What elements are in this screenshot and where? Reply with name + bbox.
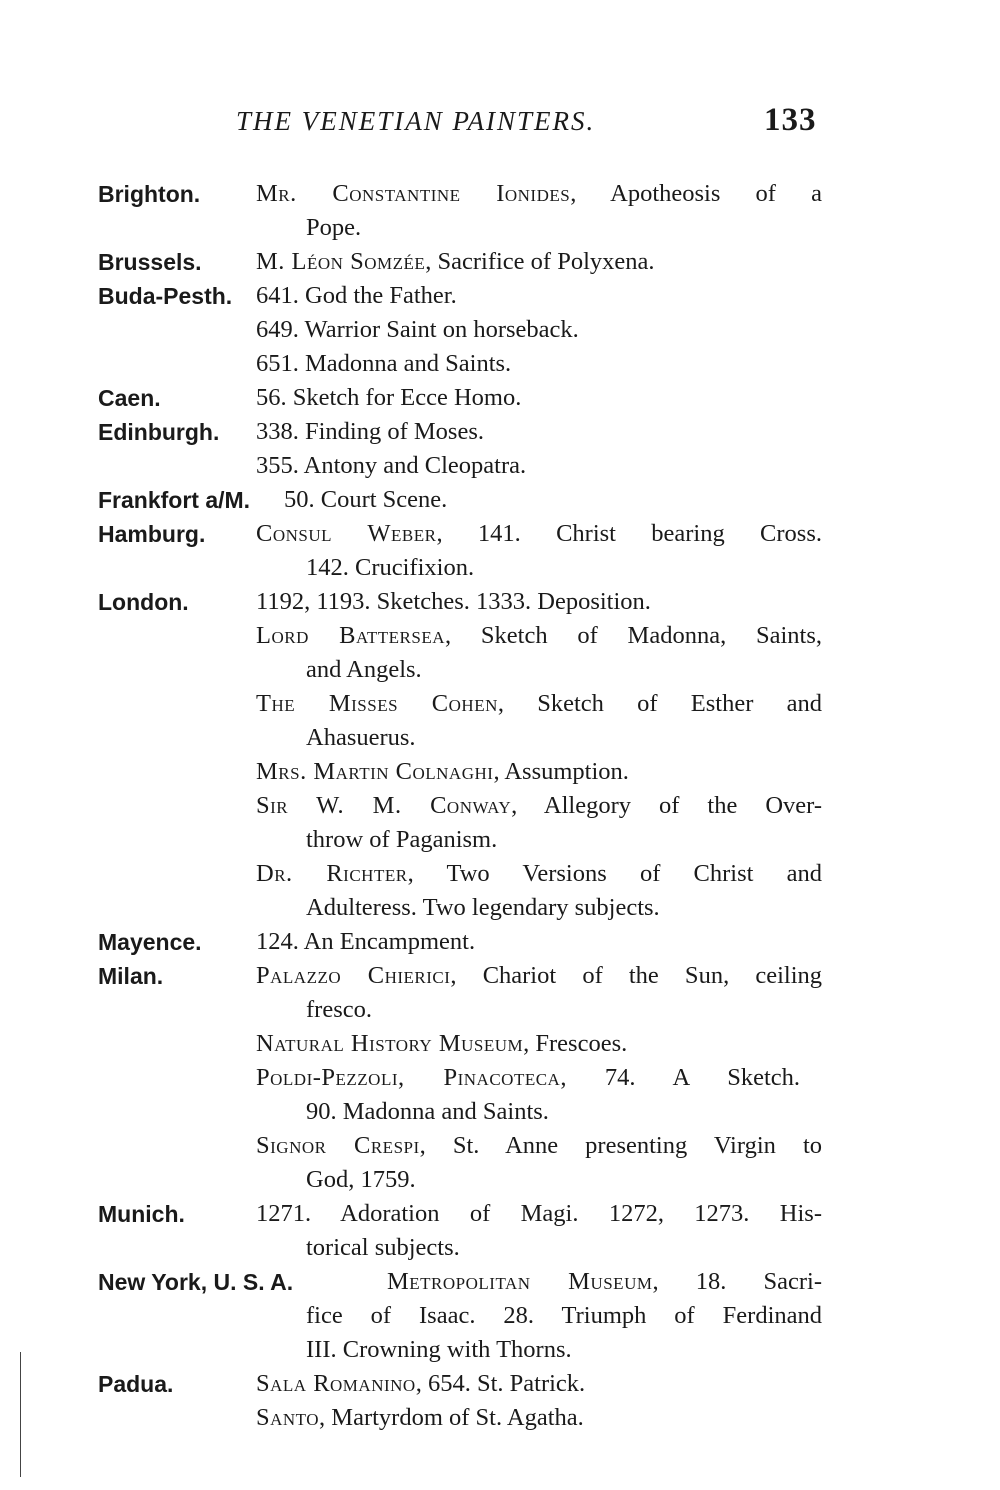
owner-name: The Misses Cohen xyxy=(256,690,498,717)
entry-continuation: III. Crowning with Thorns. xyxy=(306,1336,572,1363)
entry-text xyxy=(256,517,822,551)
entry-description: , Sketch of Esther and xyxy=(497,690,822,717)
entry-description: , St. Anne presenting Virgin to xyxy=(419,1132,822,1159)
entry-continuation: 142. Crucifixion. xyxy=(306,554,475,581)
entry-text: 50. Court Scene. xyxy=(284,486,448,513)
entry-brussels xyxy=(0,245,1000,279)
entry-continuation: Ahasuerus. xyxy=(306,724,416,751)
entry-description: , Sacrifice of Polyxena. xyxy=(425,248,655,275)
place-name: Edinburgh. xyxy=(98,419,220,445)
place-name: Milan. xyxy=(98,963,164,989)
place-name: Hamburg. xyxy=(98,521,206,547)
place-name: Munich. xyxy=(98,1201,185,1227)
entry-frankfort xyxy=(0,483,1000,517)
owner-name: Mrs. Martin Colnaghi xyxy=(256,758,494,785)
entry-edinburgh xyxy=(0,415,1000,449)
entry-item xyxy=(256,619,822,653)
entry-description: , Chariot of the Sun, ceiling xyxy=(450,962,822,989)
page-header xyxy=(0,102,1000,148)
entry-brighton xyxy=(0,177,1000,211)
entry-description: , Assumption. xyxy=(493,758,629,785)
margin-rule xyxy=(20,1352,21,1477)
entry-continuation: throw of Paganism. xyxy=(306,826,498,853)
entry-text: 641. God the Father. xyxy=(256,282,457,309)
place-name: Mayence. xyxy=(98,929,202,955)
owner-name: Metropolitan Museum xyxy=(387,1268,653,1295)
entry-caen xyxy=(0,381,1000,415)
entry-continuation: 90. Madonna and Saints. xyxy=(306,1098,549,1125)
entry-text: 338. Finding of Moses. xyxy=(256,418,485,445)
owner-name: Mr. Constantine Ionides xyxy=(256,180,571,207)
owner-name: Consul Weber xyxy=(256,520,437,547)
entry-milan xyxy=(0,959,1000,993)
entry-text xyxy=(256,1367,585,1401)
entry-text: 56. Sketch for Ecce Homo. xyxy=(256,384,522,411)
entry-item xyxy=(256,857,822,891)
entry-text xyxy=(256,177,822,211)
owner-name: Natural History Museum xyxy=(256,1030,524,1057)
owner-name: Palazzo Chierici xyxy=(256,962,451,989)
entry-continuation: torical subjects. xyxy=(306,1234,460,1261)
entry-description: , 141. Christ bearing Cross. xyxy=(436,520,822,547)
entry-description: , Martyrdom of St. Agatha. xyxy=(319,1404,584,1431)
place-name: Padua. xyxy=(98,1371,174,1397)
entry-description: , 74. A Sketch. xyxy=(560,1064,800,1091)
entry-buda-pesth xyxy=(0,279,1000,313)
entry-item xyxy=(256,1061,800,1095)
owner-name: M. Léon Somzée xyxy=(256,248,426,275)
entry-item xyxy=(256,1129,822,1163)
entry-item xyxy=(256,1027,627,1061)
entry-hamburg xyxy=(0,517,1000,551)
place-name: Buda-Pesth. xyxy=(98,283,233,309)
owner-name: Lord Battersea xyxy=(256,622,445,649)
entry-continuation: Pope. xyxy=(306,214,362,241)
entry-item xyxy=(256,755,629,789)
entry-description: , Frescoes. xyxy=(523,1030,628,1057)
owner-name: Signor Crespi xyxy=(256,1132,420,1159)
place-name: London. xyxy=(98,589,189,615)
entry-item: 355. Antony and Cleopatra. xyxy=(256,452,527,479)
entry-item xyxy=(256,687,822,721)
owner-name: Poldi-Pezzoli, Pinacoteca xyxy=(256,1064,561,1091)
entry-text: 1271. Adoration of Magi. 1272, 1273. His- xyxy=(256,1200,822,1227)
entry-description: , 18. Sacri- xyxy=(652,1268,822,1295)
entry-padua xyxy=(0,1367,1000,1401)
entry-continuation: God, 1759. xyxy=(306,1166,416,1193)
owner-name: Sir W. M. Conway xyxy=(256,792,512,819)
entry-text: 124. An Encampment. xyxy=(256,928,476,955)
page-number: 133 xyxy=(764,102,817,138)
entry-mayence xyxy=(0,925,1000,959)
running-title: THE VENETIAN PAINTERS. xyxy=(236,106,596,136)
entry-description: , Two Versions of Christ and xyxy=(407,860,822,887)
entry-item: 649. Warrior Saint on horseback. xyxy=(256,316,579,343)
owner-name: Santo xyxy=(256,1404,320,1431)
entry-text xyxy=(256,245,655,279)
owner-name: Dr. Richter xyxy=(256,860,408,887)
entry-new-york xyxy=(0,1265,1000,1299)
entry-description: , Apotheosis of a xyxy=(570,180,822,207)
entry-description: , Allegory of the Over- xyxy=(511,792,822,819)
entry-continuation: fresco. xyxy=(306,996,372,1023)
place-name: Frankfort a/M. xyxy=(98,487,251,513)
entry-continuation: fice of Isaac. 28. Triumph of Ferdinand xyxy=(306,1302,822,1329)
place-name: New York, U. S. A. xyxy=(98,1269,294,1295)
entry-text xyxy=(387,1265,822,1299)
entry-continuation: and Angels. xyxy=(306,656,422,683)
entry-text xyxy=(256,959,822,993)
entry-description: , Sketch of Madonna, Saints, xyxy=(444,622,822,649)
entry-text: 1192, 1193. Sketches. 1333. Deposition. xyxy=(256,588,651,615)
entry-item xyxy=(256,1401,584,1435)
entry-item xyxy=(256,789,822,823)
place-name: Caen. xyxy=(98,385,161,411)
entry-item: 651. Madonna and Saints. xyxy=(256,350,512,377)
entry-continuation: Adulteress. Two legendary subjects. xyxy=(306,894,660,921)
entry-description: , 654. St. Patrick. xyxy=(415,1370,586,1397)
place-name: Brussels. xyxy=(98,249,202,275)
owner-name: Sala Romanino xyxy=(256,1370,416,1397)
entry-london xyxy=(0,585,1000,619)
place-name: Brighton. xyxy=(98,181,201,207)
entry-munich xyxy=(0,1197,1000,1231)
